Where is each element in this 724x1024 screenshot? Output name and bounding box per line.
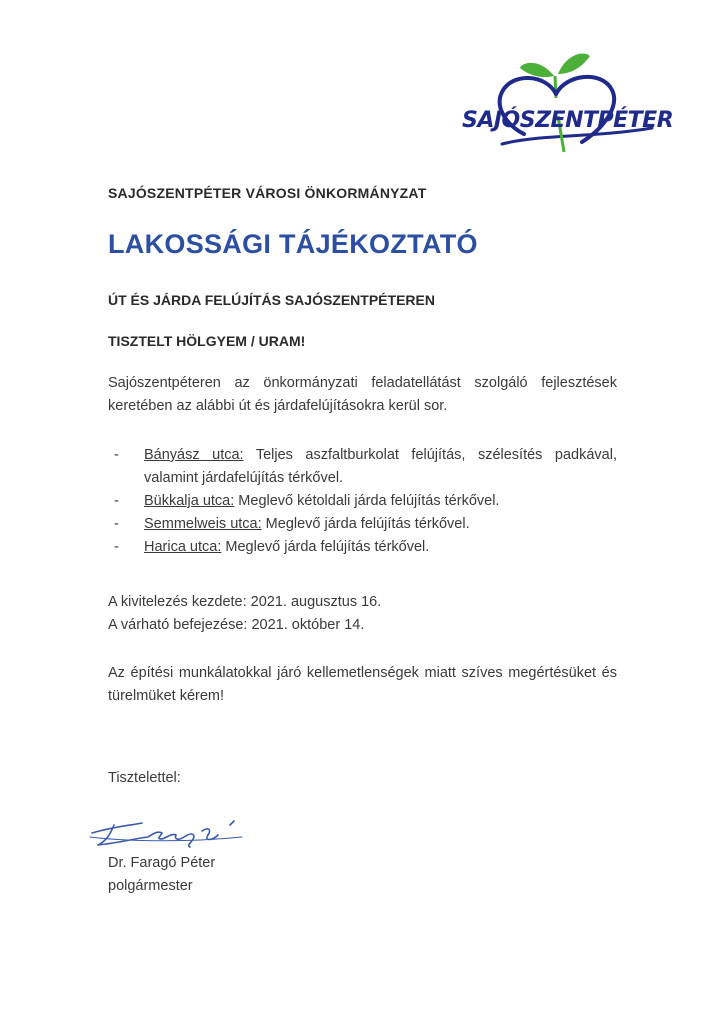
list-item [108,513,617,536]
street-name: Semmelweis utca: [144,516,262,532]
start-date: A kivitelezés kezdete: 2021. augusztus 16. [108,594,382,610]
street-work: Teljes aszfaltburkolat felújítás, szélesítés padkával, valamint járdafelújítás térkővel. [144,447,617,486]
bullet-dash: - [114,493,119,509]
street-name: Bükkalja utca: [144,493,235,509]
bullet-dash: - [114,539,119,555]
street-name: Bányász utca: [144,447,244,463]
subject-line: ÚT ÉS JÁRDA FELÚJÍTÁS SAJÓSZENTPÉTEREN [108,292,435,308]
page-title: LAKOSSÁGI TÁJÉKOZTATÓ [108,229,478,259]
signer-title: polgármester [108,878,193,894]
signer-name: Dr. Faragó Péter [108,855,216,871]
street-name: Harica utca: [144,539,222,555]
organization-name: SAJÓSZENTPÉTER VÁROSI ÖNKORMÁNYZAT [108,185,427,201]
logo-graphic-icon [462,48,674,158]
salutation: TISZTELT HÖLGYEM / URAM! [108,333,306,349]
list-item [108,536,617,559]
list-item [108,490,617,513]
street-work: Meglevő járda felújítás térkővel. [221,539,430,555]
intro-paragraph: Sajószentpéteren az önkormányzati feladatellátást szolgáló fejlesztések keretében az alábbi út és járdafelújításokra kerül sor. [108,375,617,414]
closing-paragraph: Az építési munkálatokkal járó kellemetlenségek miatt szíves megértésüket és türelmüket kérem! [108,665,617,704]
bullet-dash: - [114,516,119,532]
town-logo [462,48,674,158]
regards: Tisztelettel: [108,770,181,786]
end-date: A várható befejezése: 2021. október 14. [108,617,365,633]
street-work: Meglevő járda felújítás térkővel. [261,516,470,532]
logo-wordmark: SAJÓSZENTPÉTER [462,108,674,133]
street-work: Meglevő kétoldali járda felújítás térkővel. [234,493,500,509]
signature-icon [62,797,272,863]
list-item [108,444,617,490]
schedule [108,591,381,637]
street-list [108,444,617,559]
bullet-dash: - [114,447,119,463]
